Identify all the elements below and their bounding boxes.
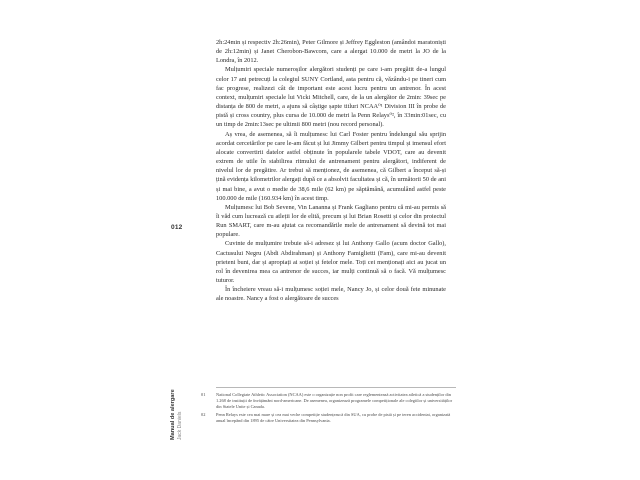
book-title: Manual de alergare (170, 389, 176, 440)
paragraph: Aș vrea, de asemenea, să îi mulțumesc lui Carl Foster pentru îndelungul său sprijin acordat cercetărilor pe care le-am făcut și lui Jimmy Gilbert pentru timpul și imensul efort alocate convertirii datelor astfel obținute în popularele tabele VDOT, care au devenit extrem de utile în stabilirea ritmului de antrenament pentru alergători, indiferent de nivelul lor de pregătire. Ar trebui să menționez, de asemenea, că Gilbert a început să-și țină evidența kilometrilor alergați după ce a absolvit facultatea și că, în următorii 50 de ani și mai bine, a avut o medie de 38,6 mile (62 km) pe săptămână, acumulând astfel peste 100.000 de mile (160.934 km) în acest timp. (216, 130, 446, 202)
paragraph: Mulțumiri speciale numeroșilor alergători studenți pe care i-am pregătit de-a lungul celor 17 ani petrecuți la colegiul SUNY Cortland, asta pentru că, văzându-i pe tineri cum fac progrese, realizezi cât de important este acest lucru pentru un antrenor. În acest context, mulțumiri speciale lui Vicki Mitchell, care, de la un alergător de 2min: 39sec pe distanța de 800 de metri, a ajuns să câștige șapte titluri NCAA⁰¹ Division III în probe de pistă și cross country, plus cursa de 10.000 de metri la Penn Relays⁰², în 33min:01sec, cu un timp de 2min:13sec pe ultimii 800 metri (nou record personal). (216, 66, 446, 129)
footnote-divider (216, 387, 456, 388)
paragraph: În încheiere vreau să-i mulțumesc soției mele, Nancy Jo, și celor două fete minunate ale noastre. Nancy a fost o alergătoare de succes (216, 286, 446, 303)
footnote (201, 412, 456, 424)
footnote-text: National Collegiate Athletic Association (NCAA) este o organizație non profit care reglementează activitatea atletică a studenților din 1.268 de instituții de învățământ nord-americane. De asemenea, organizează programele competiționale ale colegiilor și universităților din Statele Unite și Canada. (216, 392, 453, 410)
footnotes (201, 392, 456, 425)
body-text (216, 38, 446, 304)
running-header (170, 389, 194, 440)
footnote (201, 392, 456, 410)
page-number: 012 (171, 224, 183, 231)
paragraph: Cuvinte de mulțumire trebuie să-i adresez și lui Anthony Gallo (acum doctor Gallo), Cactusului Negru (Abdi Abdirahman) și Anthony Famiglietti (Fam), care mi-au devenit prieteni buni, dar și apropiați ai soției și fetelor mele. Toți cei menționați aici au jucat un rol în devenirea mea ca antrenor de succes, iar mulți continuă să o facă. Vă mulțumesc tuturor. (216, 240, 446, 285)
paragraph: Mulțumesc lui Bob Sevene, Vin Lananna și Frank Gagliano pentru că mi-au permis să îi văd cum lucrează cu atleții lor de elită, precum și lui Brian Rosetti și celor din proiectul Run SMART, care m-au ajutat ca recomandările mele de antrenament să devină tot mai populare. (216, 203, 446, 239)
book-author: Jack Daniels (177, 411, 183, 440)
paragraph: 2h:24min și respectiv 2h:26min), Peter Gilmore și Jeffrey Eggleston (amândoi maratoniști de 2h:12min) și Janet Cherobon-Bawcom, care a alergat 10.000 de metri la JO de la Londra, în 2012. (216, 39, 446, 65)
footnote-text: Penn Relays este cea mai mare și cea mai veche competiție studențească din SUA, cu probe de pistă și pe teren accidentat, organizată anual începând din 1895 de către Universitatea din Pennsylvania. (216, 411, 451, 423)
footnote-number: 02 (201, 411, 206, 417)
footnote-number: 01 (201, 392, 206, 397)
